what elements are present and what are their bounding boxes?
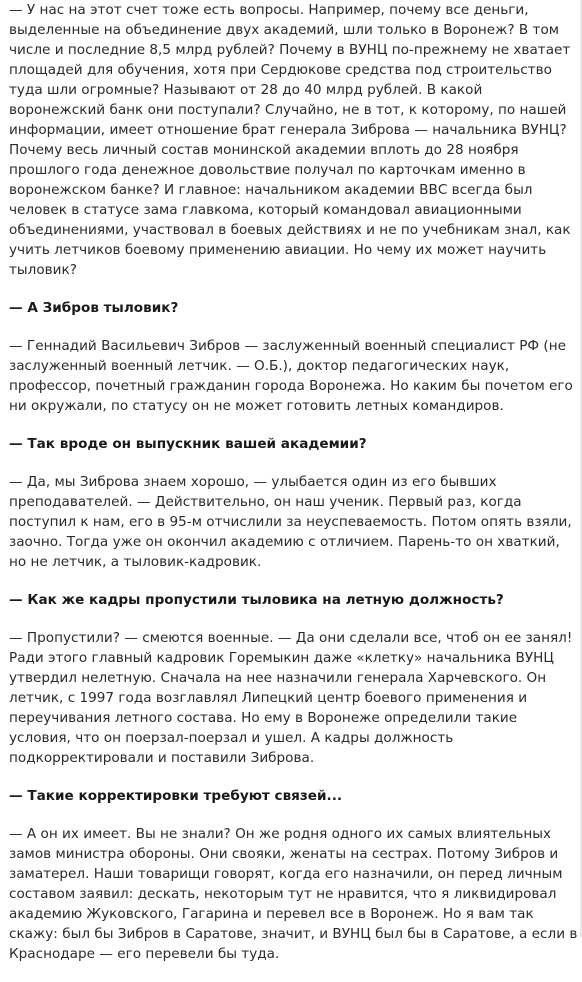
question-paragraph: — Так вроде он выпускник вашей академии? — [9, 436, 367, 452]
answer-paragraph: — Да, мы Зиброва знаем хорошо, — улыбается один из его бывших преподавателей. — Действительно, он наш ученик. Первый раз, когда поступил к нам, его в 95-м отчислили за неуспеваемость. Потом опять взяли, заочно. Тогда уже он окончил академию с отличием. Парень-то он хваткий, но не летчик, а тыловик-кадровик. — [9, 474, 572, 570]
article-body — [9, 0, 579, 982]
question-paragraph: — Как же кадры пропустили тыловика на летную должность? — [9, 592, 504, 608]
answer-paragraph: — У нас на этот счет тоже есть вопросы. Например, почему все деньги, выделенные на объединение двух академий, шли только в Воронеж? В том числе и последние 8,5 млрд рублей? Почему в ВУНЦ по-прежнему не хватает площадей для обучения, хотя при Сердюкове средства под строительство туда шли огромные? Называют от 28 до 40 млрд рублей. В какой воронежский банк они поступали? Случайно, не в тот, к которому, по нашей информации, имеет отношение брат генерала Зиброва — начальника ВУНЦ? Почему весь личный состав монинской академии вплоть до 28 ноября прошлого года денежное довольствие получал по карточкам именно в воронежском банке? И главное: начальником академии ВВС всегда был человек в статусе зама главкома, который командовал авиационными объединениями, участвовал в боевых действиях и не по учебникам знал, как учить летчиков боевому применению авиации. Но чему их может научить тыловик? — [9, 2, 571, 278]
question-paragraph: — А Зибров тыловик? — [9, 300, 179, 316]
answer-paragraph: — Геннадий Васильевич Зибров — заслуженный военный специалист РФ (не заслуженный военный летчик. — О.Б.), доктор педагогических наук, профессор, почетный гражданин города Воронежа. Но каким бы почетом его ни окружали, по статусу он не может готовить летных командиров. — [9, 338, 573, 414]
question-paragraph: — Такие корректировки требуют связей... — [9, 788, 343, 804]
answer-paragraph: — Пропустили? — смеются военные. — Да они сделали все, чтоб он ее занял! Ради этого главный кадровик Горемыкин даже «клетку» начальника ВУНЦ утвердил нелетную. Сначала на нее назначили генерала Харчевского. Он летчик, с 1997 года возглавлял Липецкий центр боевого применения и переучивания летного состава. Но ему в Воронеже определили такие условия, что он поерзал-поерзал и ушел. А кадры должность подкорректировали и поставили Зиброва. — [9, 630, 573, 766]
answer-paragraph: — А он их имеет. Вы не знали? Он же родня одного их самых влиятельных замов министра обороны. Они свояки, женаты на сестрах. Потому Зибров и заматерел. Наши товарищи говорят, когда его назначили, он перед личным составом заявил: дескать, некоторым тут не нравится, что я ликвидировал академию Жуковского, Гагарина и перевел все в Воронеж. Но я вам так скажу: был бы Зибров в Саратове, значит, и ВУНЦ был бы в Саратове, а если в Краснодаре — его перевели бы туда. — [9, 826, 578, 962]
